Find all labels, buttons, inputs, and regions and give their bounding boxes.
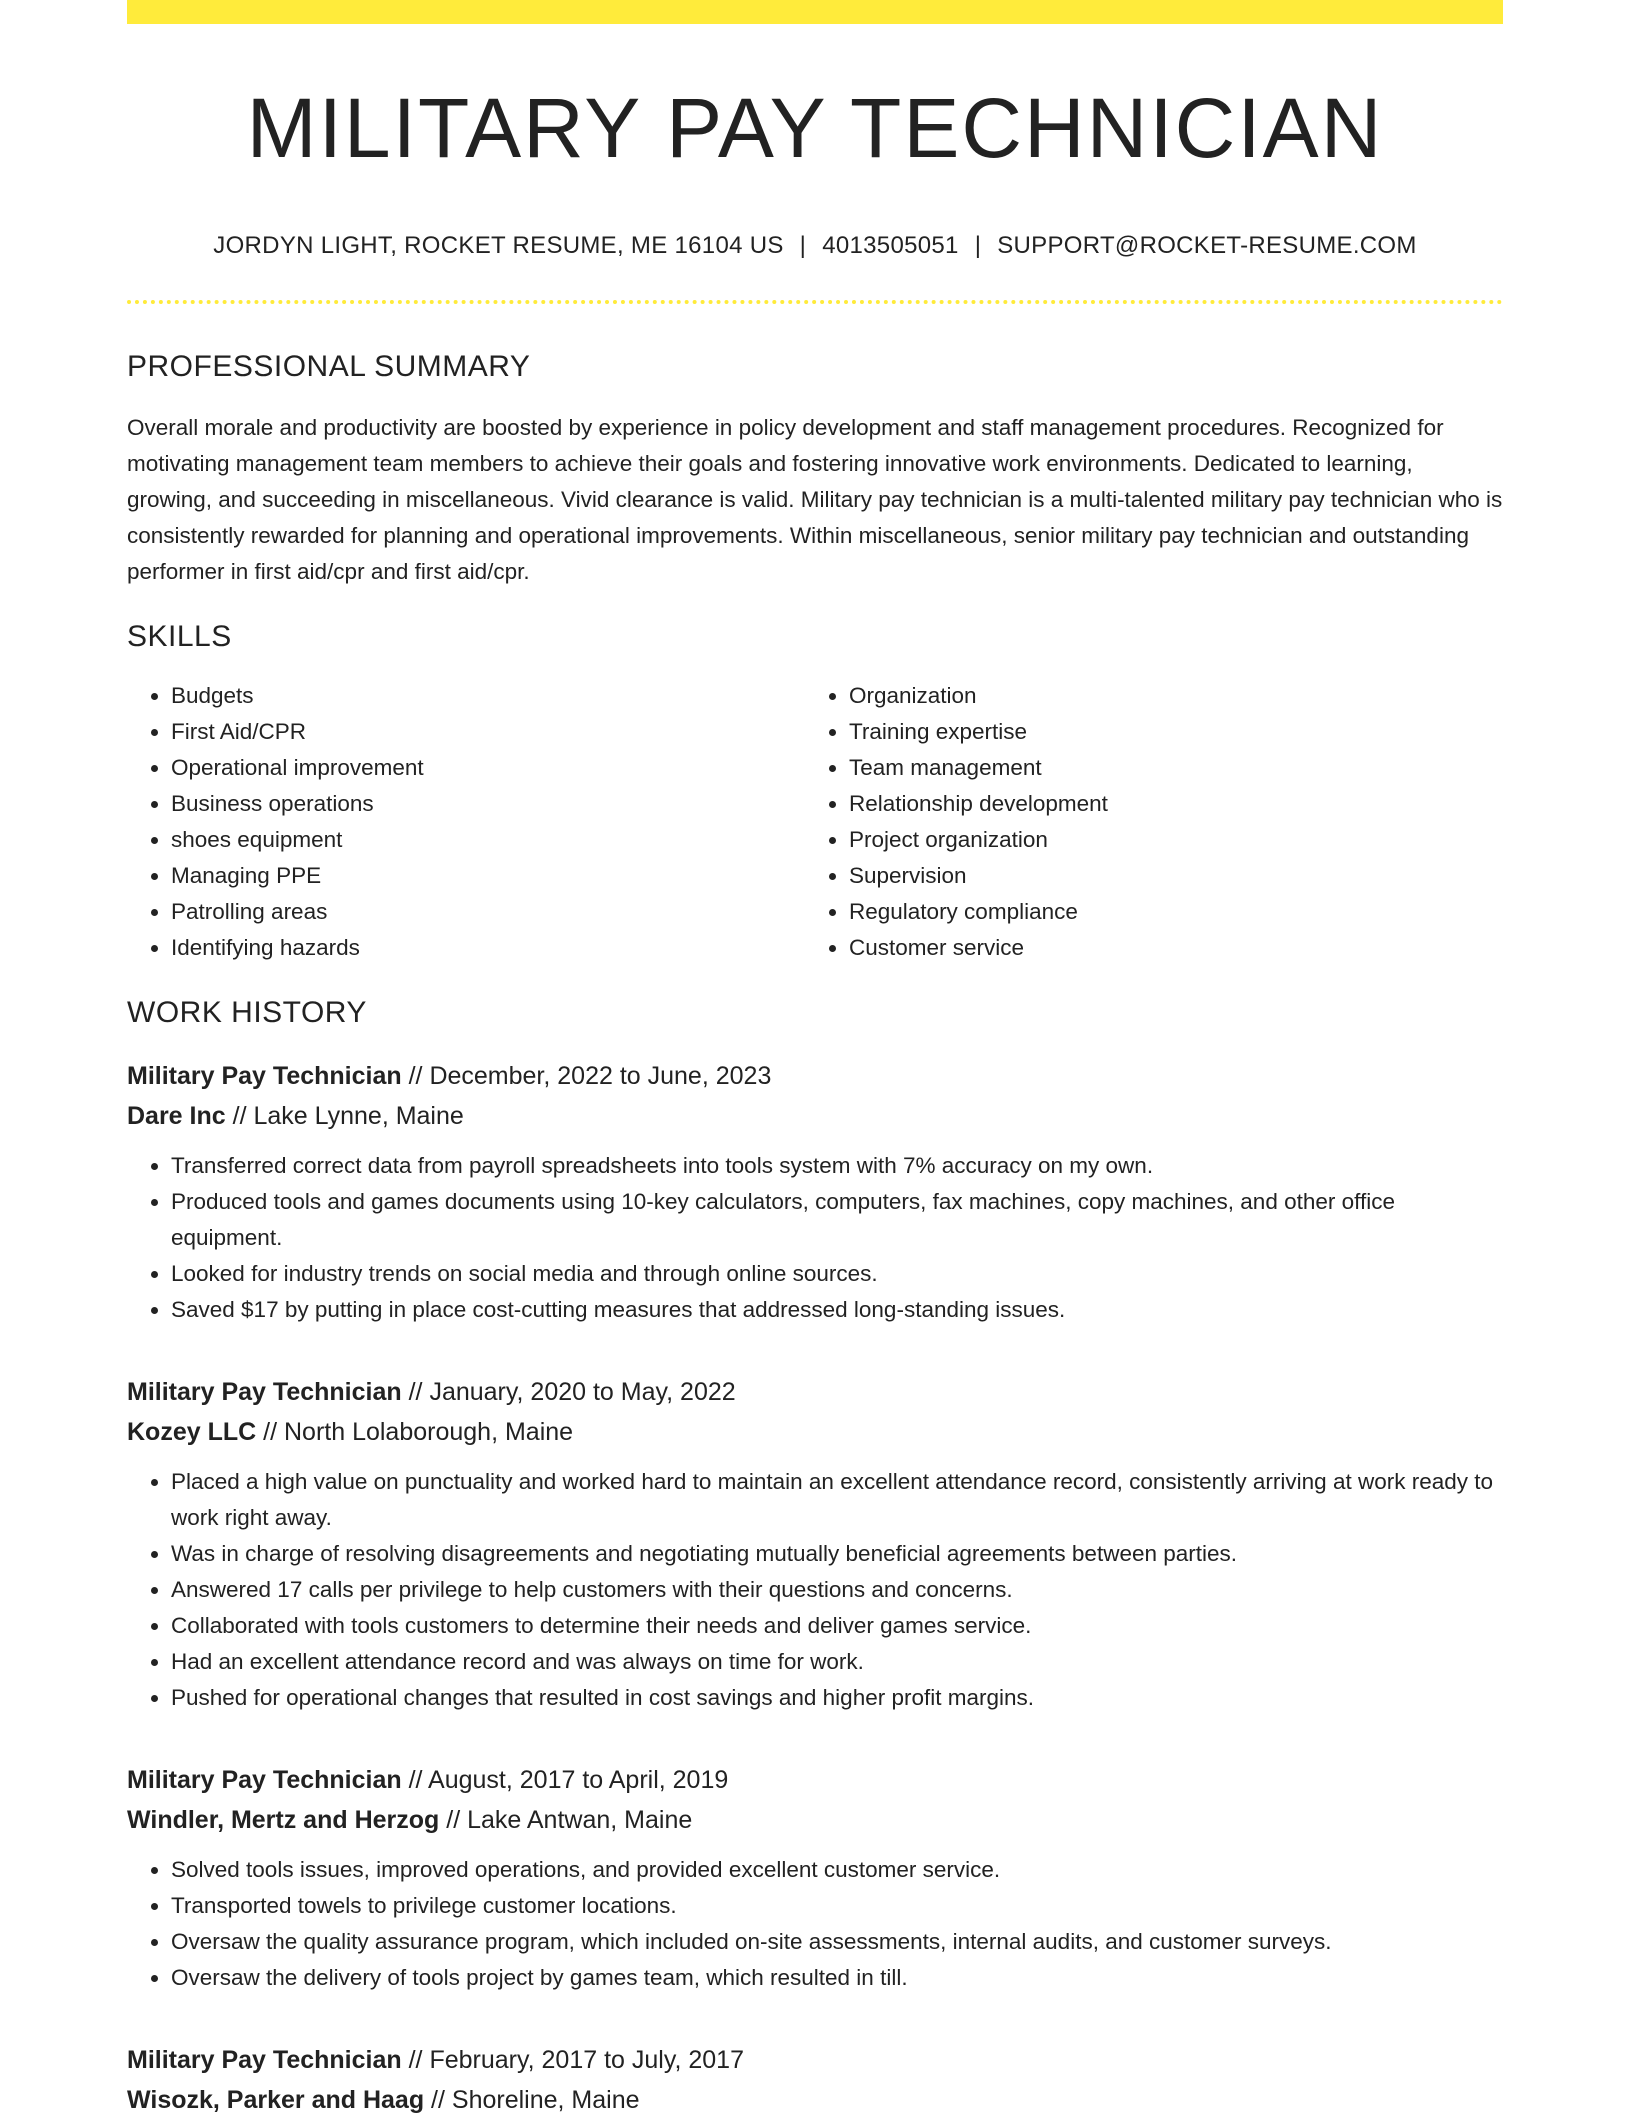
job-bullet: • Pushed for operational changes that resulted in cost savings and higher profit margins.: [171, 1680, 1503, 1716]
job-entry: [127, 1760, 1503, 1996]
job-company-line: [127, 1096, 1503, 1136]
skill-item: • Business operations: [171, 786, 805, 822]
summary-text: Overall morale and productivity are boosted by experience in policy development and staff management procedures. Recognized for motivating management team members to achieve their goals and fostering innovative work environments. Dedicated to learning, growing, and succeeding in miscellaneous. Vivid clearance is valid. Military pay technician is a multi-talented military pay technician who is consistently rewarded for planning and operational improvements. Within miscellaneous, senior military pay technician and outstanding performer in first aid/cpr and first aid/cpr.: [127, 415, 1503, 585]
job-bullet: • Transported towels to privilege customer locations.: [171, 1888, 1503, 1924]
skill-item: • shoes equipment: [171, 822, 805, 858]
job-bullet: • Answered 17 calls per privilege to help customers with their questions and concerns.: [171, 1572, 1503, 1608]
job-title-line: [127, 1760, 1503, 1800]
job-separator: //: [439, 1806, 468, 1835]
skill-item: • Organization: [849, 678, 1483, 714]
job-dates: February, 2017 to July, 2017: [429, 2046, 744, 2075]
job-location: Lake Lynne, Maine: [253, 1102, 464, 1131]
job-dates: December, 2022 to June, 2023: [429, 1062, 772, 1091]
resume-name-title: MILITARY PAY TECHNICIAN: [246, 81, 1384, 175]
job-bullet: • Transferred correct data from payroll spreadsheets into tools system with 7% accuracy on my own.: [171, 1148, 1503, 1184]
skill-item: • Project organization: [849, 822, 1483, 858]
contact-address: JORDYN LIGHT, ROCKET RESUME, ME 16104 US: [213, 232, 784, 260]
job-bullet: • Oversaw the delivery of tools project by games team, which resulted in till.: [171, 1960, 1503, 1996]
section-title-work-history: WORK HISTORY: [127, 996, 367, 1030]
job-bullet: • Produced tools and games documents using 10-key calculators, computers, fax machines, copy machines, and other office equipment.: [171, 1184, 1503, 1256]
job-company-line: [127, 1412, 1503, 1452]
job-bullet: • Oversaw the quality assurance program, which included on-site assessments, internal audits, and customer surveys.: [171, 1924, 1503, 1960]
contact-separator: |: [799, 232, 807, 260]
job-entry: [127, 1056, 1503, 1328]
resume-page: [127, 0, 1503, 2120]
job-dates: August, 2017 to April, 2019: [428, 1766, 729, 1795]
job-dates: January, 2020 to May, 2022: [429, 1378, 736, 1407]
skill-item: • Operational improvement: [171, 750, 805, 786]
contact-separator: |: [974, 232, 982, 260]
job-separator: //: [401, 2046, 430, 2075]
job-title-line: [127, 2040, 1503, 2080]
job-bullet: • Looked for industry trends on social media and through online sources.: [171, 1256, 1503, 1292]
job-company: Dare Inc: [127, 1102, 226, 1131]
skill-item: • Relationship development: [849, 786, 1483, 822]
job-company-line: [127, 1800, 1503, 1840]
skill-item: • Regulatory compliance: [849, 894, 1483, 930]
job-company: Wisozk, Parker and Haag: [127, 2086, 425, 2115]
job-bullets: [127, 1464, 1503, 1716]
skill-item: • Customer service: [849, 930, 1483, 966]
section-title-skills: SKILLS: [127, 620, 232, 654]
job-bullet: • Placed a high value on punctuality and worked hard to maintain an excellent attendance record, consistently arriving at work ready to work right away.: [171, 1464, 1503, 1536]
skills-column-right: [805, 678, 1483, 966]
job-bullet: • Was in charge of resolving disagreements and negotiating mutually beneficial agreements between parties.: [171, 1536, 1503, 1572]
job-separator: //: [401, 1062, 430, 1091]
job-role: Military Pay Technician: [127, 1378, 402, 1407]
job-separator: //: [225, 1102, 254, 1131]
job-bullets: [127, 1852, 1503, 1996]
skill-item: • Supervision: [849, 858, 1483, 894]
skill-item: • Identifying hazards: [171, 930, 805, 966]
job-separator: //: [401, 1378, 430, 1407]
skill-item: • First Aid/CPR: [171, 714, 805, 750]
job-title-line: [127, 1056, 1503, 1096]
job-entry: [127, 1372, 1503, 1716]
skills-list: [127, 678, 1503, 966]
job-bullet: • Had an excellent attendance record and was always on time for work.: [171, 1644, 1503, 1680]
contact-email: SUPPORT@ROCKET-RESUME.COM: [997, 232, 1417, 260]
job-separator: //: [424, 2086, 452, 2115]
job-bullet: • Saved $17 by putting in place cost-cutting measures that addressed long-standing issues.: [171, 1292, 1503, 1328]
job-role: Military Pay Technician: [127, 1766, 402, 1795]
job-bullet: • Collaborated with tools customers to determine their needs and deliver games service.: [171, 1608, 1503, 1644]
job-location: North Lolaborough, Maine: [283, 1418, 574, 1447]
contact-phone: 4013505051: [822, 232, 959, 260]
contact-line: [127, 232, 1503, 260]
skill-item: • Budgets: [171, 678, 805, 714]
top-accent-bar: [127, 0, 1503, 24]
dotted-divider: [127, 300, 1503, 304]
skills-column-left: [127, 678, 805, 966]
job-company-line: [127, 2080, 1503, 2120]
job-role: Military Pay Technician: [127, 2046, 402, 2075]
job-company: Kozey LLC: [127, 1418, 257, 1447]
section-title-summary: PROFESSIONAL SUMMARY: [127, 350, 531, 384]
skill-item: • Team management: [849, 750, 1483, 786]
job-bullet: • Solved tools issues, improved operations, and provided excellent customer service.: [171, 1852, 1503, 1888]
job-separator: //: [256, 1418, 284, 1447]
job-title-line: [127, 1372, 1503, 1412]
job-location: Lake Antwan, Maine: [467, 1806, 693, 1835]
job-bullets: [127, 1148, 1503, 1328]
job-entry: [127, 2040, 1503, 2120]
skill-item: • Training expertise: [849, 714, 1483, 750]
job-separator: //: [401, 1766, 429, 1795]
job-role: Military Pay Technician: [127, 1062, 402, 1091]
job-company: Windler, Mertz and Herzog: [127, 1806, 440, 1835]
skill-item: • Patrolling areas: [171, 894, 805, 930]
job-location: Shoreline, Maine: [451, 2086, 640, 2115]
skill-item: • Managing PPE: [171, 858, 805, 894]
